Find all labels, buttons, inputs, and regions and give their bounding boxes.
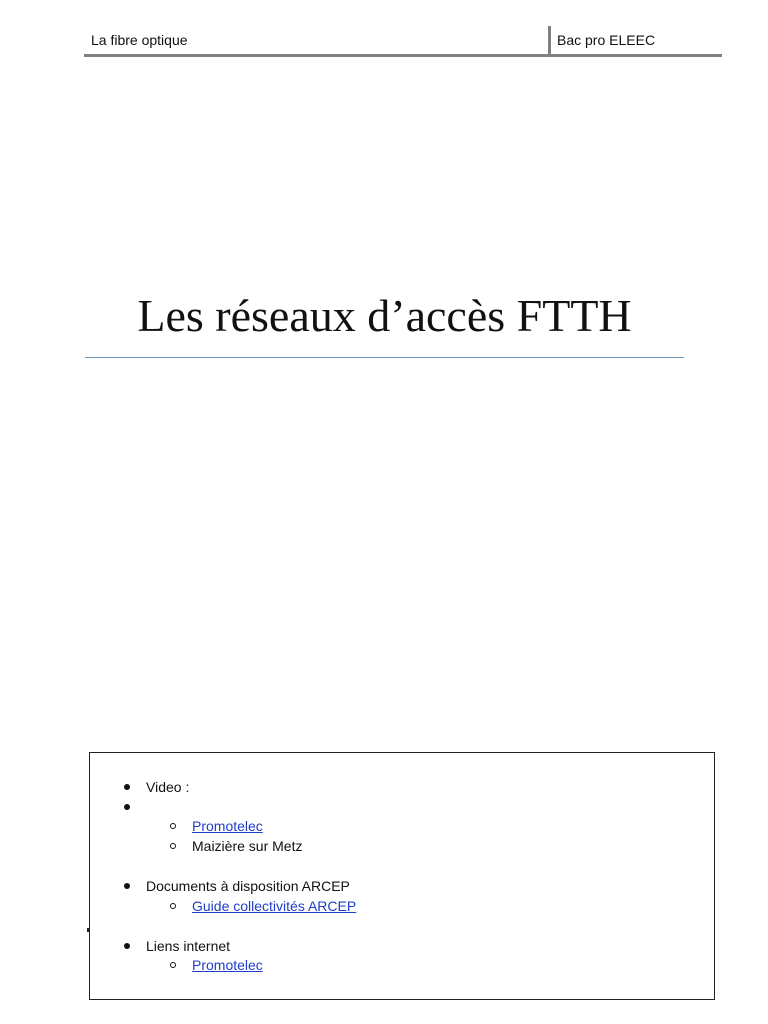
- header-rule: [84, 54, 722, 57]
- bullet-icon: [124, 943, 130, 949]
- bullet-icon: [124, 883, 130, 889]
- sub-bullet-icon: [170, 962, 176, 968]
- header-divider: [548, 26, 551, 56]
- document-title: Les réseaux d’accès FTTH: [137, 290, 632, 341]
- video-link-promotelec[interactable]: Promotelec: [192, 818, 263, 834]
- header-class-label: Bac pro ELEEC: [557, 32, 656, 48]
- page-header: [84, 24, 722, 56]
- links-link-promotelec[interactable]: Promotelec: [192, 957, 263, 973]
- section-links-label: Liens internet: [146, 938, 231, 954]
- title-underline: [85, 357, 684, 358]
- sub-bullet-icon: [170, 903, 176, 909]
- bullet-icon: [124, 804, 130, 810]
- video-item-maiziere: Maizière sur Metz: [192, 838, 303, 854]
- documents-link-guide-arcep[interactable]: Guide collectivités ARCEP: [192, 898, 357, 914]
- section-video-label: Video :: [146, 779, 190, 795]
- margin-mark: [87, 928, 90, 932]
- section-documents-label: Documents à disposition ARCEP: [146, 878, 350, 894]
- header-course-title: La fibre optique: [91, 32, 188, 48]
- bullet-icon: [124, 784, 130, 790]
- sub-bullet-icon: [170, 823, 176, 829]
- sub-bullet-icon: [170, 843, 176, 849]
